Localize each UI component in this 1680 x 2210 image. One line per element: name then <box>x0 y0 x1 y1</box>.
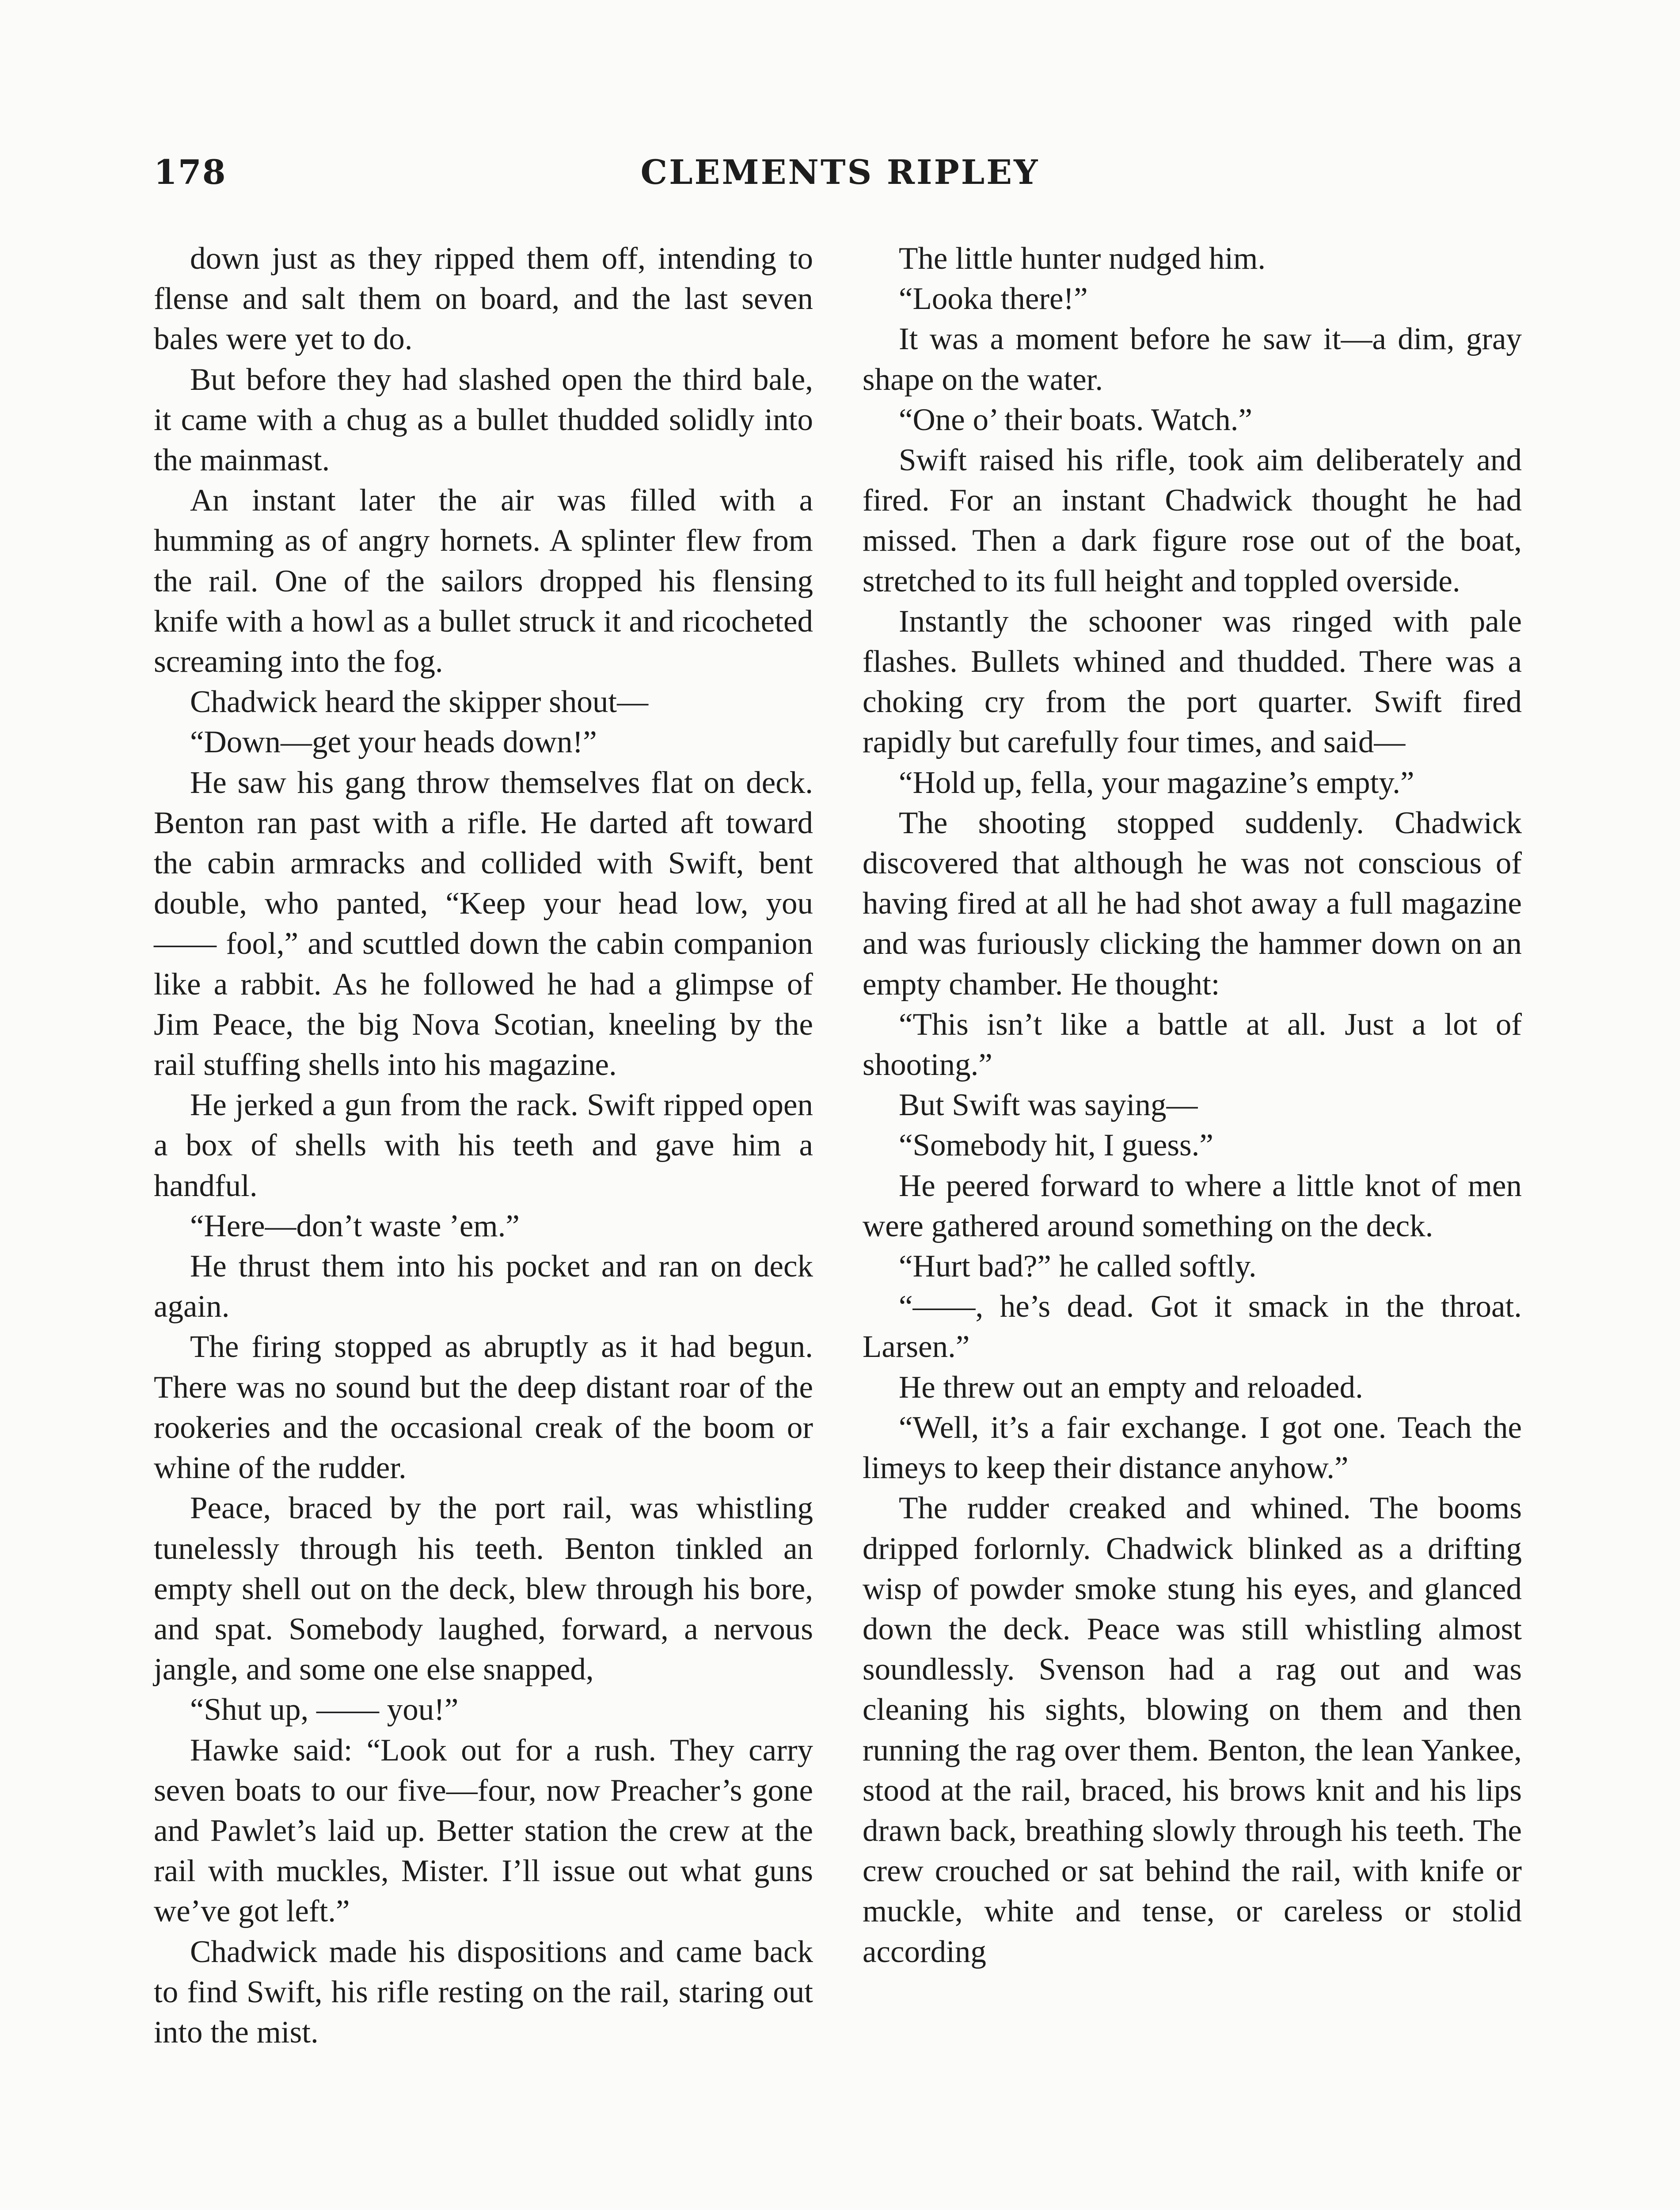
paragraph: “This isn’t like a battle at all. Just a lot of shooting.” <box>863 1007 1522 1082</box>
paragraph: “Here—don’t waste ’em.” <box>190 1208 520 1243</box>
paragraph: He peered forward to where a little knot of men were gathered around something on the deck. <box>863 1168 1522 1243</box>
page-number: 178 <box>154 152 227 192</box>
paragraph: “Shut up, —— you!” <box>190 1692 459 1727</box>
paragraph: Instantly the schooner was ringed with pale flashes. Bullets whined and thudded. There was a choking cry from the port quarter. Swift fired rapidly but carefully four times, and said— <box>863 604 1522 760</box>
paragraph: He threw out an empty and reloaded. <box>899 1370 1363 1405</box>
paragraph: The rudder creaked and whined. The booms dripped forlornly. Chadwick blinked as a drifting wisp of powder smoke stung his eyes, and glanced down the deck. Peace was still whistling almost soundlessly. Svenson had a rag out and was cleaning his sights, blowing on them and then running the rag over them. Benton, the lean Yankee, stood at the rail, braced, his brows knit and his lips drawn back, breathing slowly through his teeth. The crew crouched or sat behind the rail, with knife or muckle, white and tense, or careless or stolid according <box>863 1491 1522 1969</box>
paragraph: Chadwick made his dispositions and came back to find Swift, his rifle resting on the rail, staring out into the mist. <box>154 1934 813 2050</box>
running-head: CLEMENTS RIPLEY <box>640 152 1040 192</box>
paragraph: He jerked a gun from the rack. Swift ripped open a box of shells with his teeth and gave him a handful. <box>154 1088 813 1203</box>
paragraph: “Hold up, fella, your magazine’s empty.” <box>899 765 1414 800</box>
paragraph: “Looka there!” <box>899 282 1088 316</box>
left-column <box>154 239 813 2053</box>
paragraph: “Hurt bad?” he called softly. <box>899 1249 1257 1284</box>
paragraph: But before they had slashed open the third bale, it came with a chug as a bullet thudded solidly into the mainmast. <box>154 362 813 478</box>
paragraph: Peace, braced by the port rail, was whistling tunelessly through his teeth. Benton tinkled an empty shell out on the deck, blew through his bore, and spat. Somebody laughed, forward, a nervous jangle, and some one else snapped, <box>154 1491 813 1687</box>
paragraph: He thrust them into his pocket and ran on deck again. <box>154 1249 813 1324</box>
paragraph: The shooting stopped suddenly. Chadwick discovered that although he was not conscious of having fired at all he had shot away a full magazine and was furiously clicking the hammer down on an empty chamber. He thought: <box>863 805 1522 1002</box>
paragraph: Chadwick heard the skipper shout— <box>190 685 649 720</box>
paragraph: But Swift was saying— <box>899 1088 1198 1123</box>
paragraph: The firing stopped as abruptly as it had begun. There was no sound but the deep distant roar of the rookeries and the occasional creak of the boom or whine of the rudder. <box>154 1330 813 1486</box>
paragraph: Hawke said: “Look out for a rush. They carry seven boats to our five—four, now Preacher’s gone and Pawlet’s laid up. Better station the crew at the rail with muckles, Mister. I’ll issue out what guns we’ve got left.” <box>154 1733 813 1929</box>
right-column <box>863 239 1522 1972</box>
paragraph: Swift raised his rifle, took aim deliberately and fired. For an instant Chadwick thought he had missed. Then a dark figure rose out of the boat, stretched to its full height and toppled overside. <box>863 443 1522 598</box>
paragraph: “Well, it’s a fair exchange. I got one. Teach the limeys to keep their distance anyhow.” <box>863 1410 1522 1486</box>
paragraph: “Down—get your heads down!” <box>190 725 597 760</box>
paragraph: He saw his gang throw themselves flat on deck. Benton ran past with a rifle. He darted aft toward the cabin armracks and collided with Swift, bent double, who panted, “Keep your head low, you —— fool,” and scuttled down the cabin companion like a rabbit. As he followed he had a glimpse of Jim Peace, the big Nova Scotian, kneeling by the rail stuffing shells into his magazine. <box>154 765 813 1082</box>
paragraph: down just as they ripped them off, intending to flense and salt them on board, and the last seven bales were yet to do. <box>154 241 813 357</box>
paragraph: The little hunter nudged him. <box>899 241 1266 276</box>
paragraph: It was a moment before he saw it—a dim, gray shape on the water. <box>863 322 1522 397</box>
paragraph: “One o’ their boats. Watch.” <box>899 402 1252 437</box>
paragraph: “Somebody hit, I guess.” <box>899 1128 1213 1163</box>
paragraph: An instant later the air was filled with a humming as of angry hornets. A splinter flew from the rail. One of the sailors dropped his flensing knife with a howl as a bullet struck it and ricocheted screaming into the fog. <box>154 483 813 679</box>
paragraph: “——, he’s dead. Got it smack in the throat. Larsen.” <box>863 1289 1522 1364</box>
